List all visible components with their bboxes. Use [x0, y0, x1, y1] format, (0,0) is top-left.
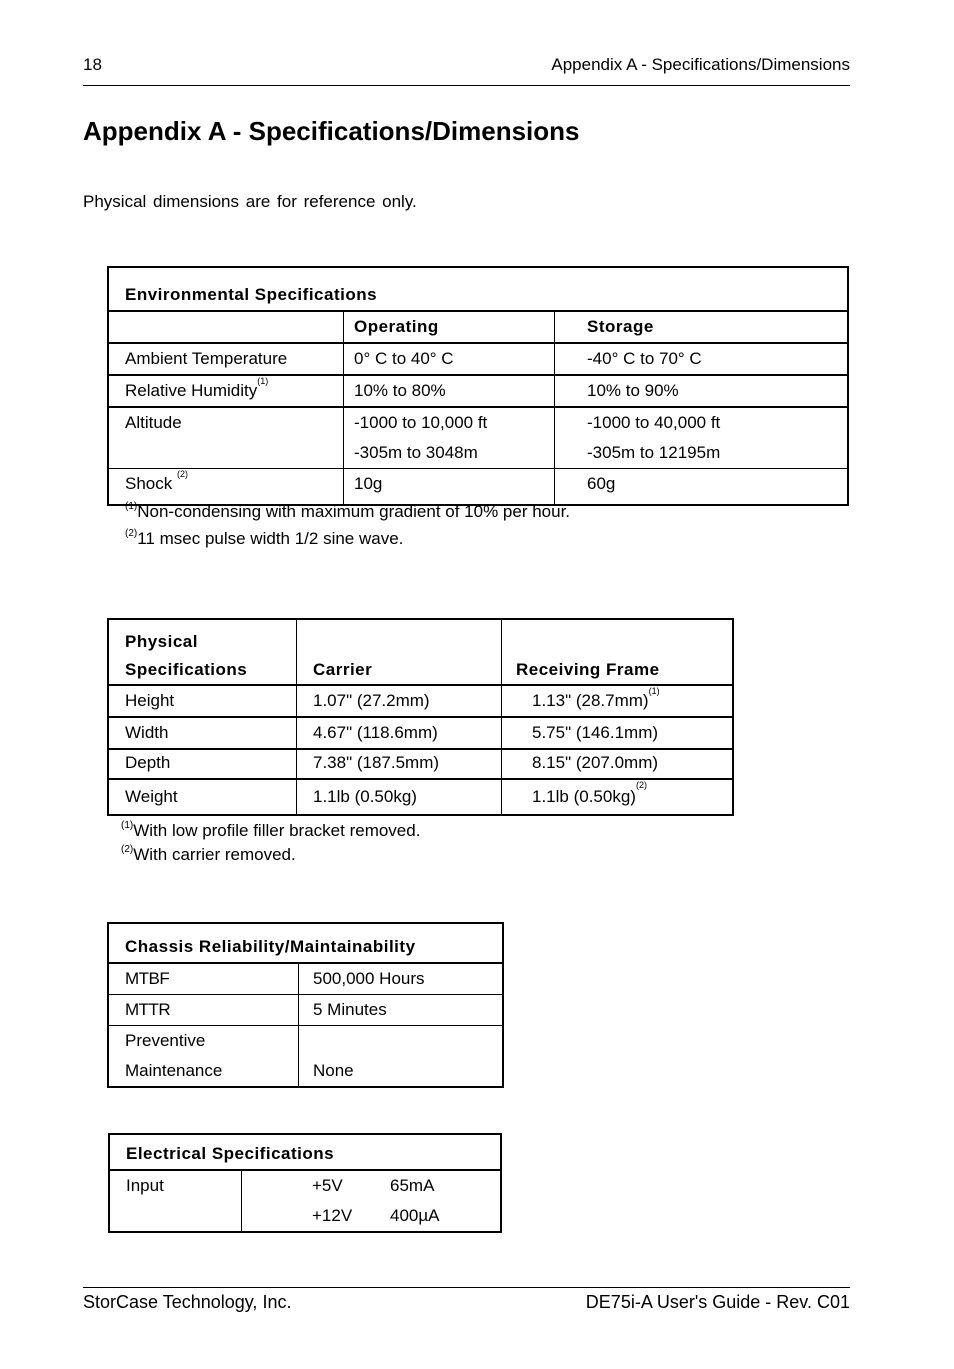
env-footnote-1	[125, 502, 570, 522]
env-footnote-2	[125, 529, 403, 549]
env-storage: 60g	[555, 469, 849, 505]
page-title: Appendix A - Specifications/Dimensions	[83, 116, 580, 146]
footnote-mark: (1)	[121, 820, 134, 831]
phys-label: Weight	[108, 779, 297, 815]
footnote-mark: (2)	[635, 780, 647, 790]
env-operating: -1000 to 10,000 ft	[354, 413, 488, 432]
env-operating: 0° C to 40° C	[344, 343, 555, 375]
footnote-text: With carrier removed.	[133, 845, 296, 864]
phys-footnote-1	[121, 821, 420, 841]
env-label: Shock	[125, 474, 173, 493]
electrical-table	[108, 1133, 502, 1233]
phys-col-carrier: Carrier	[297, 619, 502, 685]
phys-frame: 1.13" (28.7mm)	[532, 691, 649, 710]
footnote-mark: (2)	[125, 528, 138, 539]
env-operating-cell	[344, 407, 555, 469]
table-row	[108, 375, 848, 407]
phys-label: Width	[108, 717, 297, 749]
rel-value: 500,000 Hours	[299, 963, 504, 995]
page-number: 18	[83, 55, 102, 74]
physical-title-line2: Specifications	[125, 660, 248, 679]
env-storage: 10% to 90%	[555, 375, 849, 407]
phys-frame: 1.1lb (0.50kg)	[532, 787, 636, 806]
header-title: Appendix A - Specifications/Dimensions	[551, 55, 850, 74]
env-storage-cell	[555, 407, 849, 469]
phys-label: Height	[108, 685, 297, 717]
env-label-cell	[108, 375, 344, 407]
phys-frame: 5.75" (146.1mm)	[502, 717, 734, 749]
table-row	[108, 963, 503, 995]
phys-carrier: 1.07" (27.2mm)	[297, 685, 502, 717]
env-operating-metric: -305m to 3048m	[354, 443, 478, 462]
elec-voltage: +5V	[312, 1176, 343, 1195]
elec-values-cell	[242, 1170, 502, 1232]
elec-line	[312, 1171, 500, 1201]
elec-current: 400µA	[390, 1206, 440, 1225]
env-col-operating: Operating	[344, 311, 555, 343]
reliability-title: Chassis Reliability/Maintainability	[108, 923, 503, 963]
table-row	[108, 407, 848, 469]
env-col-storage: Storage	[555, 311, 849, 343]
table-row	[108, 717, 733, 749]
phys-carrier: 7.38" (187.5mm)	[297, 749, 502, 779]
rel-label-cell	[108, 1026, 299, 1088]
elec-voltage: +12V	[312, 1206, 353, 1225]
rel-label: Preventive	[125, 1031, 206, 1050]
phys-footnote-2	[121, 845, 296, 865]
rel-label-line2: Maintenance	[125, 1061, 223, 1080]
table-row	[108, 685, 733, 717]
electrical-title: Electrical Specifications	[109, 1134, 501, 1170]
phys-frame-cell	[502, 685, 734, 717]
phys-carrier: 1.1lb (0.50kg)	[297, 779, 502, 815]
footer-company: StorCase Technology, Inc.	[83, 1292, 292, 1312]
elec-current: 65mA	[390, 1176, 435, 1195]
env-operating: 10% to 80%	[344, 375, 555, 407]
table-row	[108, 343, 848, 375]
env-storage: -1000 to 40,000 ft	[587, 413, 721, 432]
phys-col-frame: Receiving Frame	[502, 619, 734, 685]
footnote-mark: (2)	[176, 469, 188, 479]
footnote-text: With low profile filler bracket removed.	[133, 821, 421, 840]
footnote-text: Non-condensing with maximum gradient of 10% per hour.	[137, 502, 571, 521]
rel-value: None	[299, 1026, 504, 1088]
footnote-mark: (1)	[257, 376, 269, 386]
elec-line	[312, 1201, 500, 1231]
env-label: Relative Humidity	[125, 381, 258, 400]
page-footer	[83, 1287, 850, 1312]
env-label: Altitude	[108, 407, 344, 469]
table-row	[109, 1170, 501, 1232]
table-row	[108, 995, 503, 1026]
rel-label: MTTR	[108, 995, 299, 1026]
env-storage: -40° C to 70° C	[555, 343, 849, 375]
table-row	[108, 1026, 503, 1088]
phys-frame: 8.15" (207.0mm)	[502, 749, 734, 779]
elec-label: Input	[109, 1170, 242, 1232]
phys-label: Depth	[108, 749, 297, 779]
rel-label: MTBF	[108, 963, 299, 995]
footnote-mark: (1)	[648, 686, 660, 696]
environmental-title: Environmental Specifications	[108, 267, 848, 311]
env-label: Ambient Temperature	[108, 343, 344, 375]
phys-frame-cell	[502, 779, 734, 815]
physical-title-line1: Physical	[125, 632, 198, 651]
footnote-mark: (2)	[121, 844, 134, 855]
phys-carrier: 4.67" (118.6mm)	[297, 717, 502, 749]
env-operating: 10g	[344, 469, 555, 505]
table-row	[108, 469, 848, 505]
footnote-text: 11 msec pulse width 1/2 sine wave.	[137, 529, 404, 548]
env-label-cell	[108, 469, 344, 505]
table-row	[108, 779, 733, 815]
env-storage-metric: -305m to 12195m	[587, 443, 721, 462]
intro-text: Physical dimensions are for reference only.	[83, 192, 417, 211]
table-row	[108, 749, 733, 779]
physical-table	[107, 618, 734, 816]
env-header-empty	[108, 311, 344, 343]
reliability-table	[107, 922, 504, 1088]
rel-value: 5 Minutes	[299, 995, 504, 1026]
physical-title-cell	[108, 619, 297, 685]
environmental-table	[107, 266, 849, 506]
footnote-mark: (1)	[125, 501, 138, 512]
footer-doc-title: DE75i-A User's Guide - Rev. C01	[585, 1292, 850, 1312]
page-header	[83, 55, 850, 86]
